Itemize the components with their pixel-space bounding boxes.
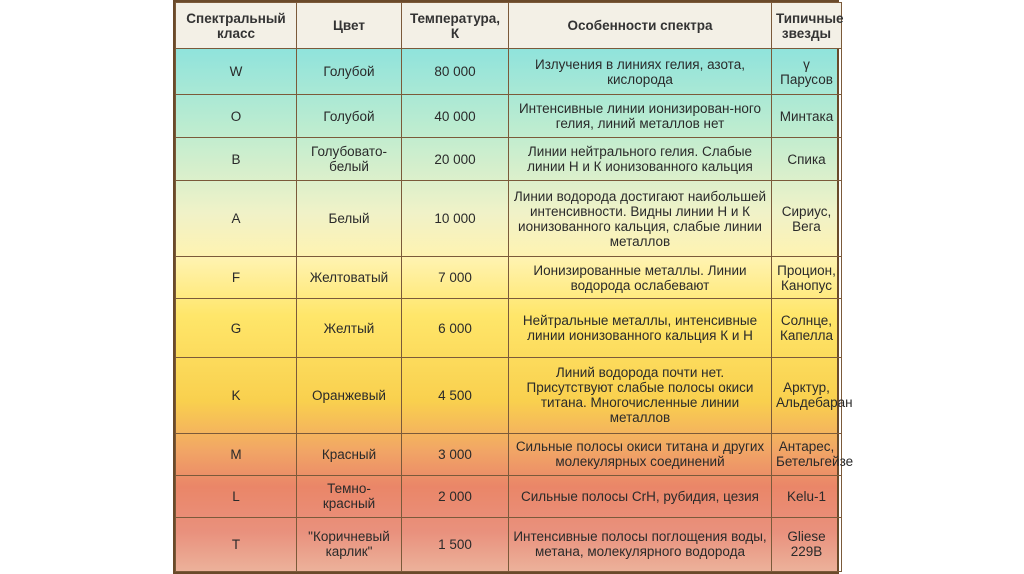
cell-color: Желтый bbox=[297, 299, 402, 357]
cell-features: Интенсивные линии ионизирован-ного гелия, линий металлов нет bbox=[509, 95, 772, 138]
cell-temperature: 80 000 bbox=[402, 49, 509, 95]
cell-stars: Солнце, Капелла bbox=[772, 299, 842, 357]
cell-class: L bbox=[176, 475, 297, 517]
table-row bbox=[176, 433, 842, 475]
cell-stars: Процион, Канопус bbox=[772, 257, 842, 299]
table-header-row bbox=[176, 3, 842, 49]
cell-color: Желтоватый bbox=[297, 257, 402, 299]
spectral-classes-table bbox=[175, 2, 854, 572]
cell-color: Голубовато-белый bbox=[297, 138, 402, 181]
cell-temperature: 20 000 bbox=[402, 138, 509, 181]
cell-temperature: 10 000 bbox=[402, 181, 509, 257]
table-row bbox=[176, 517, 842, 571]
cell-temperature: 2 000 bbox=[402, 475, 509, 517]
header-spectral-class: Спектральный класс bbox=[176, 3, 297, 49]
table-row bbox=[176, 181, 842, 257]
cell-temperature: 4 500 bbox=[402, 357, 509, 433]
cell-stars: γ Парусов bbox=[772, 49, 842, 95]
cell-color: Темно-красный bbox=[297, 475, 402, 517]
cell-color: Красный bbox=[297, 433, 402, 475]
cell-class: F bbox=[176, 257, 297, 299]
cell-features: Сильные полосы окиси титана и других молекулярных соединений bbox=[509, 433, 772, 475]
cell-color: Голубой bbox=[297, 95, 402, 138]
cell-temperature: 3 000 bbox=[402, 433, 509, 475]
cell-stars: Сириус, Вега bbox=[772, 181, 842, 257]
header-color: Цвет bbox=[297, 3, 402, 49]
cell-stars: Антарес, Бетельгейзе bbox=[772, 433, 842, 475]
cell-class: T bbox=[176, 517, 297, 571]
table-row bbox=[176, 357, 842, 433]
cell-features: Линий водорода почти нет. Присутствуют слабые полосы окиси титана. Многочисленные линии металлов bbox=[509, 357, 772, 433]
cell-features: Ионизированные металлы. Линии водорода ослабевают bbox=[509, 257, 772, 299]
cell-temperature: 6 000 bbox=[402, 299, 509, 357]
cell-class: W bbox=[176, 49, 297, 95]
cell-stars: Минтака bbox=[772, 95, 842, 138]
cell-features: Нейтральные металлы, интенсивные линии ионизованного кальция К и Н bbox=[509, 299, 772, 357]
cell-temperature: 40 000 bbox=[402, 95, 509, 138]
cell-class: B bbox=[176, 138, 297, 181]
cell-features: Излучения в линиях гелия, азота, кислорода bbox=[509, 49, 772, 95]
cell-features: Линии водорода достигают наибольшей интенсивности. Видны линии Н и К ионизованного кальция, слабые линии металлов bbox=[509, 181, 772, 257]
spectral-classes-table-frame bbox=[173, 0, 854, 574]
table-row bbox=[176, 49, 842, 95]
header-temperature: Температура, К bbox=[402, 3, 509, 49]
cell-class: A bbox=[176, 181, 297, 257]
cell-stars: Арктур, Альдебаран bbox=[772, 357, 842, 433]
cell-stars: Kelu-1 bbox=[772, 475, 842, 517]
cell-temperature: 7 000 bbox=[402, 257, 509, 299]
table-row bbox=[176, 138, 842, 181]
cell-class: O bbox=[176, 95, 297, 138]
cell-stars: Спика bbox=[772, 138, 842, 181]
header-typical-stars: Типичные звезды bbox=[772, 3, 842, 49]
cell-color: Оранжевый bbox=[297, 357, 402, 433]
cell-class: M bbox=[176, 433, 297, 475]
table-row bbox=[176, 299, 842, 357]
table-row bbox=[176, 257, 842, 299]
cell-temperature: 1 500 bbox=[402, 517, 509, 571]
table-row bbox=[176, 475, 842, 517]
cell-features: Интенсивные полосы поглощения воды, метана, молекулярного водорода bbox=[509, 517, 772, 571]
cell-class: K bbox=[176, 357, 297, 433]
cell-stars: Gliese 229B bbox=[772, 517, 842, 571]
cell-features: Линии нейтрального гелия. Слабые линии Н и К ионизованного кальция bbox=[509, 138, 772, 181]
header-features: Особенности спектра bbox=[509, 3, 772, 49]
cell-features: Сильные полосы CrH, рубидия, цезия bbox=[509, 475, 772, 517]
table-row bbox=[176, 95, 842, 138]
cell-color: Белый bbox=[297, 181, 402, 257]
cell-class: G bbox=[176, 299, 297, 357]
cell-color: Голубой bbox=[297, 49, 402, 95]
cell-color: "Коричневый карлик" bbox=[297, 517, 402, 571]
